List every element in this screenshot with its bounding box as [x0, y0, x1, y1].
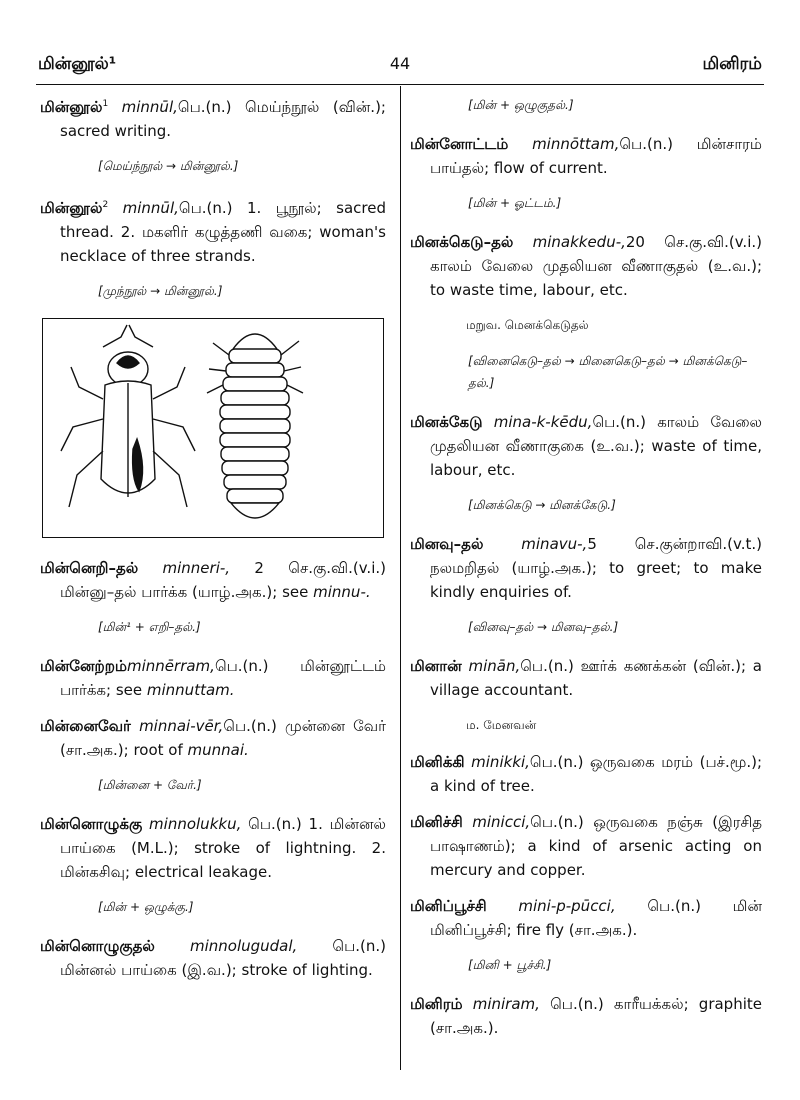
entry-minnai-ver [40, 714, 386, 762]
entry-mina-k-kedu [410, 410, 762, 482]
homograph-number: 1 [102, 99, 109, 109]
variant-note: மறுவ. மெனக்கெடுதல் [466, 318, 589, 332]
transliteration: mina-k-kēdu, [493, 413, 593, 431]
transliteration: minnolukku, [149, 815, 242, 833]
transliteration: minavu-, [521, 535, 588, 553]
entry-mini-p-pucci [410, 894, 762, 942]
part-of-speech: பெ.(n.) [223, 717, 277, 735]
transliteration: minikki, [471, 753, 530, 771]
definition: காரீயக்கல்; graphite (சா.அக.). [430, 995, 762, 1037]
headword: மின்னூல் [40, 199, 103, 217]
beetle-and-larva-illustration-icon [43, 319, 383, 537]
entry-miniram [410, 992, 762, 1040]
etymology: [மினக்கெடு → மினக்கேடு.] [468, 498, 616, 512]
part-of-speech: பெ.(n.) [592, 413, 647, 431]
part-of-speech: 20 செ.கு.வி.(v.i.) [625, 233, 762, 251]
transliteration: miniram, [472, 995, 540, 1013]
definition: நலமறிதல் (யாழ்.அக.); to greet; to make kindly enquiries of. [430, 559, 762, 601]
transliteration: minnōttam, [532, 135, 620, 153]
part-of-speech: பெ.(n.) [530, 813, 584, 831]
transliteration: mini-p-pūcci, [518, 897, 616, 915]
headword: மின்னொழுகுதல் [40, 937, 155, 955]
entry-minnul-2 [40, 193, 386, 268]
headword: மின்னைவேர் [40, 717, 131, 735]
definition: மின்னு–தல் பார்க்க (யாழ்.அக.); see [60, 583, 314, 601]
headword: மின்னெறி–தல் [40, 559, 139, 577]
headword: மினிப்பூச்சி [410, 897, 487, 915]
part-of-speech: பெ.(n.) [248, 815, 302, 833]
definition: மின்னல் பாய்கை (இ.வ.); stroke of lighting. [60, 961, 373, 979]
page-header [38, 48, 762, 78]
headword: மின்னேற்றம் [40, 657, 127, 675]
entry-minan [410, 654, 762, 702]
transliteration: minān, [468, 657, 521, 675]
part-of-speech: பெ.(n.) [647, 897, 701, 915]
cross-reference: munnai. [187, 741, 249, 759]
part-of-speech: பெ.(n.) [520, 657, 574, 675]
definition: காலம் வேலை முதலியன வீணாகுதல் (உ.வ.); to waste time, labour, etc. [430, 257, 762, 299]
part-of-speech: 2 செ.கு.வி.(v.i.) [254, 559, 386, 577]
headword: மினக்கேடு [410, 413, 483, 431]
headword: மினிக்கி [410, 753, 465, 771]
part-of-speech: பெ.(n.) [214, 657, 269, 675]
etymology: [மின் + ஓட்டம்.] [468, 196, 562, 210]
headword: மின்னொழுக்கு [40, 815, 143, 833]
page-number: 44 [389, 54, 411, 73]
definition: மின்சாரம் பாய்தல்; flow of current. [430, 135, 762, 177]
header-right-guideword: மினிரம் [702, 54, 762, 74]
definition: ஊர்க் கணக்கன் (வின்.); a village accountant. [430, 657, 762, 699]
left-column [40, 92, 386, 994]
part-of-speech: பெ.(n.) [177, 98, 232, 116]
header-left-guideword: மின்னூல்¹ [38, 54, 117, 74]
entry-minikki [410, 750, 762, 798]
part-of-speech: பெ.(n.) [178, 199, 233, 217]
definition: 1. பூநூல்; sacred thread. 2. மகளிர் கழுத்தணி வகை; woman's necklace of three strands. [60, 199, 386, 265]
transliteration: minnūl, [122, 199, 179, 217]
entry-minnottam [410, 132, 762, 180]
part-of-speech: 5 செ.குன்றாவி.(v.t.) [587, 535, 762, 553]
etymology: [முந்நூல் → மின்னூல்.] [98, 284, 223, 298]
transliteration: minnūl, [121, 98, 178, 116]
cross-reference: minnuttam. [146, 681, 235, 699]
transliteration: minnērram, [127, 657, 215, 675]
transliteration: minnai-vēr, [139, 717, 224, 735]
definition: மின்னூட்டம் பார்க்க; see [60, 657, 386, 699]
definition: மெய்ந்நூல் (வின்.); sacred writing. [60, 98, 386, 140]
definition: காலம் வேலை முதலியன வீணாகுகை (உ.வ.); waste of time, labour, etc. [430, 413, 762, 479]
definition: முன்னை வேர் (சா.அக.); root of [60, 717, 386, 759]
headword: மினிச்சி [410, 813, 463, 831]
transliteration: minneri-, [162, 559, 231, 577]
definition: ஒருவகை மரம் (பச்.மூ.); a kind of tree. [430, 753, 762, 795]
part-of-speech: பெ.(n.) [529, 753, 584, 771]
beetle-larva-figure [42, 318, 384, 538]
definition: ஒருவகை நஞ்சு (இரசித பாஷாணம்); a kind of arsenic acting on mercury and copper. [430, 813, 762, 879]
part-of-speech: பெ.(n.) [550, 995, 604, 1013]
headword: மினிரம் [410, 995, 463, 1013]
entry-minnolukku [40, 812, 386, 884]
entry-minneri-tal [40, 556, 386, 604]
headword: மினான் [410, 657, 462, 675]
entry-minnerram [40, 654, 386, 702]
etymology: [மின் + ஒழுக்கு.] [98, 900, 194, 914]
entry-minakkedu-tal [410, 230, 762, 302]
etymology: [மின்¹ + எறி–தல்.] [98, 620, 201, 634]
etymology: [மின் + ஒழுகுதல்.] [468, 98, 574, 112]
headword: மினக்கெடு–தல் [410, 233, 514, 251]
etymology: [மெய்ந்நூல் → மின்னூல்.] [98, 159, 239, 173]
entry-minnul-1 [40, 92, 386, 143]
cross-reference: minnu-. [313, 583, 371, 601]
entry-minavu-tal [410, 532, 762, 604]
headword: மினவு–தல் [410, 535, 484, 553]
etymology: [மினி + பூச்சி.] [468, 958, 552, 972]
etymology: [வினவு–தல் → மினவு–தல்.] [468, 620, 619, 634]
etymology: [மின்னை + வேர்.] [98, 778, 202, 792]
transliteration: minicci, [472, 813, 531, 831]
column-divider [400, 86, 401, 1070]
header-rule [36, 84, 764, 85]
etymology: [வினைகெடு–தல் → மினைகெடு–தல் → மினக்கெடு–தல்.] [468, 354, 748, 390]
right-column [410, 92, 762, 1052]
definition: மின் மினிப்பூச்சி; fire fly (சா.அக.). [430, 897, 762, 939]
transliteration: minnolugudal, [189, 937, 298, 955]
part-of-speech: பெ.(n.) [332, 937, 386, 955]
part-of-speech: பெ.(n.) [619, 135, 673, 153]
transliteration: minakkedu-, [532, 233, 626, 251]
entry-minicci [410, 810, 762, 882]
headword: மின்னூல் [40, 98, 103, 116]
homograph-number: 2 [102, 200, 109, 210]
definition: 1. மின்னல் பாய்கை (M.L.); stroke of lightning. 2. மின்கசிவு; electrical leakage. [60, 815, 386, 881]
entry-minnolugudal [40, 934, 386, 982]
headword: மின்னோட்டம் [410, 135, 509, 153]
cognate-note: ம. மேனவன் [466, 718, 537, 732]
